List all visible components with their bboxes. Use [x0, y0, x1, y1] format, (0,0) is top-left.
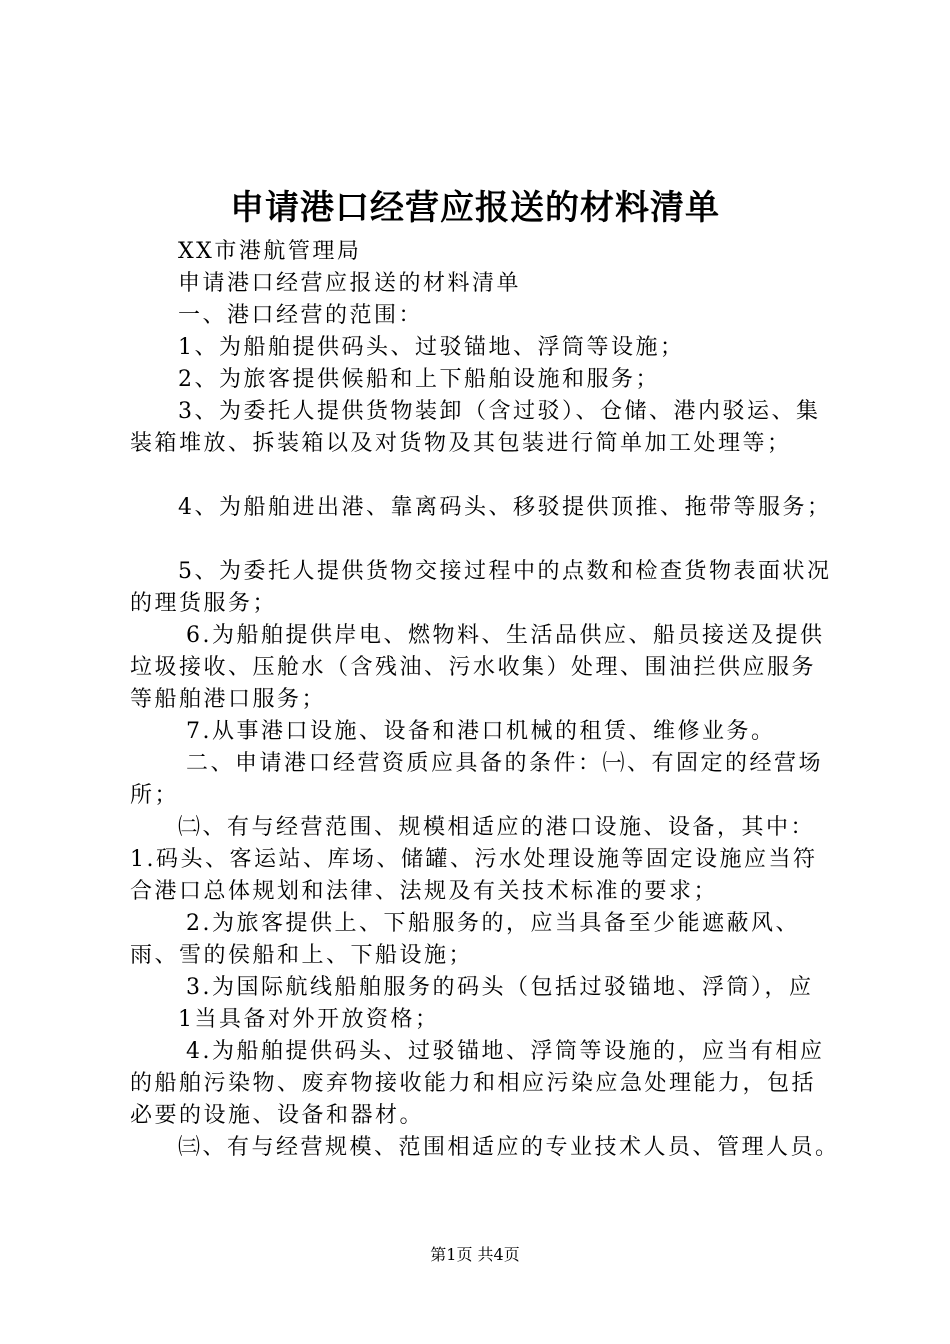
paragraph-section-2-heading: 二、申请港口经营资质应具备的条件：㈠、有固定的经营场所； — [130, 751, 824, 808]
document-title: 申请港口经营应报送的材料清单 — [230, 188, 720, 228]
paragraph-scope-2: 2、为旅客提供候船和上下船舶设施和服务； — [178, 367, 660, 392]
paragraph-scope-7: 7.从事港口设施、设备和港口机械的租赁、维修业务。 — [186, 719, 776, 744]
paragraph-condition-2: ㈡、有与经营范围、规模相适应的港口设施、设备，其中： — [178, 815, 816, 840]
paragraph-scope-3: 3、为委托人提供货物装卸（含过驳）、仓储、港内驳运、集装箱堆放、拆装箱以及对货物及其包装进行简单加工处理等； — [130, 399, 821, 456]
paragraph-scope-4: 4、为船舶进出港、靠离码头、移驳提供顶推、拖带等服务； — [178, 495, 832, 520]
paragraph-condition-2-item-3: 3.为国际航线船舶服务的码头（包括过驳锚地、浮筒），应 — [186, 975, 814, 1000]
paragraph-condition-2-item-1: 1.码头、客运站、库场、储罐、污水处理设施等固定设施应当符合港口总体规划和法律、法规及有关技术标准的要求； — [130, 847, 818, 904]
paragraph-condition-2-item-2: 2.为旅客提供上、下船服务的，应当具备至少能遮蔽风、雨、雪的侯船和上、下船设施； — [130, 911, 800, 968]
paragraph-condition-2-item-3-cont: 1当具备对外开放资格； — [178, 1007, 440, 1032]
page-number-footer: 第1页 共4页 — [430, 1245, 520, 1264]
paragraph-scope-1: 1、为船舶提供码头、过驳锚地、浮筒等设施； — [178, 335, 685, 360]
document-body — [130, 236, 840, 1164]
paragraph-subtitle: 申请港口经营应报送的材料清单 — [178, 271, 522, 296]
paragraph-authority: XX市港航管理局 — [178, 239, 362, 264]
paragraph-spacer — [130, 460, 840, 492]
paragraph-scope-6: 6.为船舶提供岸电、燃物料、生活品供应、船员接送及提供垃圾接收、压舱水（含残油、污水收集）处理、围油拦供应服务等船舶港口服务； — [130, 623, 825, 712]
paragraph-condition-2-item-4: 4.为船舶提供码头、过驳锚地、浮筒等设施的，应当有相应的船舶污染物、废弃物接收能力和相应污染应急处理能力，包括必要的设施、设备和器材。 — [130, 1039, 825, 1128]
paragraph-spacer — [130, 524, 840, 556]
paragraph-section-1-heading: 一、港口经营的范围： — [178, 303, 424, 328]
paragraph-condition-3: ㈢、有与经营规模、范围相适应的专业技术人员、管理人员。 — [178, 1135, 840, 1160]
paragraph-scope-5: 5、为委托人提供货物交接过程中的点数和检查货物表面状况的理货服务； — [130, 559, 832, 616]
